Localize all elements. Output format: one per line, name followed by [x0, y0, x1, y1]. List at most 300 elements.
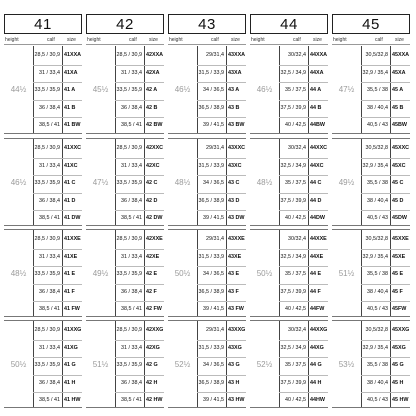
calf-range: 33,5 / 35,9 [34, 180, 60, 186]
calf-cell [279, 178, 306, 188]
size-code: 41XG [64, 344, 78, 351]
size-cell [228, 161, 246, 171]
sublabel-height: height [333, 37, 347, 43]
calf-cell [33, 161, 60, 171]
size-cell [228, 178, 246, 188]
height-label: 51½ [338, 268, 355, 278]
row-divider [33, 375, 82, 376]
row-divider [115, 158, 164, 159]
size-cell [146, 287, 164, 297]
size-cell [64, 343, 82, 353]
calf-cell [197, 196, 224, 206]
calf-cell [115, 269, 142, 279]
size-code: 41XXE [64, 236, 81, 242]
size-row [86, 360, 164, 370]
calf-range: 40 / 42,5 [285, 215, 306, 221]
calf-range: 35 / 37,5 [285, 271, 306, 277]
sublabel-calf: calf [293, 37, 301, 43]
sublabel-divider [332, 44, 410, 45]
calf-cell [279, 269, 306, 279]
row-divider [279, 158, 328, 159]
size-cell [310, 103, 328, 113]
calf-cell [33, 269, 60, 279]
size-code: 44XA [310, 69, 324, 76]
row-divider [33, 249, 82, 250]
calf-range: 33,5 / 35,9 [34, 362, 60, 368]
size-cell [392, 103, 410, 113]
size-row [168, 360, 246, 370]
size-column [250, 14, 328, 412]
calf-cell [279, 143, 306, 153]
calf-cell [115, 287, 142, 297]
size-code: 43 D [228, 197, 240, 204]
size-cell [392, 120, 410, 130]
sublabel-size: size [231, 37, 240, 43]
calf-cell [33, 304, 60, 314]
calf-cell [197, 252, 224, 262]
sublabel-size: size [313, 37, 322, 43]
row-divider [197, 175, 246, 176]
size-code: 44 A [310, 87, 322, 93]
row-divider [361, 284, 410, 285]
size-row [4, 213, 82, 223]
size-code: 41 C [64, 180, 76, 186]
size-cell [146, 343, 164, 353]
size-row [168, 68, 246, 78]
size-code: 45XXG [392, 327, 410, 333]
size-row [250, 360, 328, 370]
size-row [168, 234, 246, 244]
row-divider [197, 100, 246, 101]
size-row [86, 50, 164, 60]
calf-cell [115, 343, 142, 353]
calf-cell [115, 196, 142, 206]
size-cell [392, 234, 410, 244]
calf-cell [279, 234, 306, 244]
calf-range: 30/32,4 [288, 52, 306, 58]
size-row [332, 85, 410, 95]
calf-cell [33, 50, 60, 60]
calf-cell [361, 287, 388, 297]
row-divider [279, 340, 328, 341]
size-cell [146, 213, 164, 223]
size-code: 43 C [228, 180, 240, 186]
size-row [4, 343, 82, 353]
size-row [332, 178, 410, 188]
size-row [332, 196, 410, 206]
size-code: 44 C [310, 180, 322, 186]
row-divider [197, 82, 246, 83]
row-divider [279, 357, 328, 358]
size-cell [64, 178, 82, 188]
size-row [4, 120, 82, 130]
size-code: 42 C [146, 180, 158, 186]
row-divider [279, 301, 328, 302]
column-header: 44 [250, 14, 328, 34]
calf-range: 30,5/32,8 [365, 236, 388, 242]
size-code: 41XXA [64, 52, 82, 58]
size-cell [146, 120, 164, 130]
size-cell [392, 304, 410, 314]
size-row [4, 269, 82, 279]
row-divider [361, 193, 410, 194]
size-row [332, 378, 410, 388]
size-row [250, 161, 328, 171]
calf-cell [115, 85, 142, 95]
calf-cell [33, 395, 60, 405]
calf-range: 38 / 40,4 [367, 197, 388, 204]
size-row [4, 360, 82, 370]
column-sublabels [168, 36, 246, 45]
size-row [4, 234, 82, 244]
row-divider [361, 100, 410, 101]
size-cell [228, 343, 246, 353]
size-cell [228, 360, 246, 370]
size-cell [228, 252, 246, 262]
calf-cell [115, 143, 142, 153]
size-cell [146, 143, 164, 153]
calf-range: 38 / 40,4 [367, 104, 388, 111]
calf-range: 36,5 / 38,9 [198, 104, 224, 111]
column-header: 45 [332, 14, 410, 34]
size-cell [64, 161, 82, 171]
row-divider [197, 392, 246, 393]
size-code: 44XXE [310, 236, 327, 242]
row-divider [33, 175, 82, 176]
size-row [86, 395, 164, 405]
size-code: 44 B [310, 104, 322, 111]
calf-cell [115, 213, 142, 223]
size-row [332, 50, 410, 60]
size-code: 44DW [310, 215, 325, 221]
calf-cell [197, 178, 224, 188]
size-code: 43 B [228, 104, 240, 111]
size-code: 45XXE [392, 236, 409, 242]
height-label: 46½ [174, 85, 191, 94]
calf-range: 31 / 33,4 [39, 344, 60, 351]
height-group [250, 320, 328, 408]
height-group [250, 46, 328, 134]
calf-range: 34 / 36,5 [203, 87, 224, 93]
size-row [168, 196, 246, 206]
size-cell [392, 68, 410, 78]
size-cell [228, 325, 246, 335]
size-row [4, 325, 82, 335]
calf-range: 38 / 40,4 [367, 379, 388, 386]
size-row [168, 213, 246, 223]
size-row [332, 287, 410, 297]
size-code: 41XC [64, 162, 78, 169]
size-column [86, 14, 164, 412]
height-group [332, 46, 410, 134]
row-divider [279, 392, 328, 393]
size-row [168, 269, 246, 279]
calf-cell [361, 252, 388, 262]
size-row [332, 343, 410, 353]
sublabel-calf: calf [47, 37, 55, 43]
calf-range: 32,5 / 34,9 [280, 69, 306, 76]
size-cell [146, 395, 164, 405]
calf-cell [197, 343, 224, 353]
calf-cell [279, 213, 306, 223]
size-code: 42 BW [146, 122, 163, 128]
calf-range: 35,5 / 38 [367, 87, 388, 93]
calf-range: 35 / 37,5 [285, 87, 306, 93]
calf-range: 33,5 / 35,9 [34, 87, 60, 93]
calf-cell [361, 103, 388, 113]
row-divider [197, 210, 246, 211]
calf-range: 37,5 / 39,9 [280, 104, 306, 111]
calf-range: 31,5 / 33,9 [198, 253, 224, 260]
size-row [168, 143, 246, 153]
height-group [86, 229, 164, 317]
size-row [86, 103, 164, 113]
calf-cell [33, 378, 60, 388]
size-row [250, 120, 328, 130]
size-row [250, 196, 328, 206]
column-header: 41 [4, 14, 82, 34]
calf-range: 36 / 38,4 [121, 104, 142, 111]
row-divider [279, 65, 328, 66]
size-row [4, 287, 82, 297]
height-label: 53½ [338, 359, 355, 369]
size-code: 42 H [146, 379, 158, 386]
height-label: 50½ [256, 268, 273, 278]
calf-range: 38,5 / 41 [121, 215, 142, 221]
size-row [332, 304, 410, 314]
size-cell [228, 269, 246, 279]
calf-range: 36 / 38,4 [39, 197, 60, 204]
row-divider [115, 175, 164, 176]
size-cell [146, 196, 164, 206]
row-divider [33, 65, 82, 66]
size-cell [146, 178, 164, 188]
sublabel-divider [4, 44, 82, 45]
row-divider [115, 301, 164, 302]
row-divider [361, 340, 410, 341]
calf-range: 39 / 41,5 [203, 122, 224, 128]
size-code: 42 HW [146, 397, 163, 403]
size-cell [392, 178, 410, 188]
size-code: 45 C [392, 180, 404, 186]
calf-range: 34 / 36,5 [203, 271, 224, 277]
size-code: 41 BW [64, 122, 81, 128]
size-cell [392, 85, 410, 95]
sublabel-calf: calf [129, 37, 137, 43]
calf-cell [361, 325, 388, 335]
calf-range: 36 / 38,4 [121, 379, 142, 386]
size-row [250, 234, 328, 244]
size-row [332, 120, 410, 130]
row-divider [279, 375, 328, 376]
height-label: 51½ [92, 359, 109, 369]
height-label: 46½ [10, 177, 27, 187]
size-cell [310, 234, 328, 244]
size-row [168, 378, 246, 388]
calf-cell [197, 50, 224, 60]
size-row [86, 213, 164, 223]
size-cell [228, 50, 246, 60]
calf-cell [197, 395, 224, 405]
height-label: 52½ [174, 359, 191, 369]
calf-cell [279, 325, 306, 335]
height-group [168, 138, 246, 226]
size-cell [310, 50, 328, 60]
calf-range: 28,5 / 30,9 [116, 52, 142, 58]
calf-range: 31 / 33,4 [121, 253, 142, 260]
size-code: 42XXE [146, 236, 163, 242]
size-cell [310, 196, 328, 206]
size-cell [392, 196, 410, 206]
size-row [168, 85, 246, 95]
calf-cell [361, 343, 388, 353]
size-row [4, 68, 82, 78]
sublabel-height: height [251, 37, 265, 43]
calf-cell [115, 304, 142, 314]
height-group [168, 229, 246, 317]
calf-cell [361, 234, 388, 244]
calf-range: 29/31,4 [206, 327, 224, 333]
calf-cell [115, 234, 142, 244]
calf-range: 33,5 / 35,9 [116, 180, 142, 186]
calf-range: 35,5 / 38 [367, 362, 388, 368]
calf-range: 36 / 38,4 [39, 288, 60, 295]
height-label: 49½ [338, 177, 355, 187]
size-row [250, 304, 328, 314]
size-cell [146, 68, 164, 78]
calf-range: 34 / 36,5 [203, 362, 224, 368]
calf-cell [361, 395, 388, 405]
calf-cell [115, 325, 142, 335]
size-code: 44 D [310, 197, 322, 204]
calf-range: 32,5 / 34,9 [280, 253, 306, 260]
row-divider [33, 392, 82, 393]
row-divider [361, 375, 410, 376]
size-code: 42XXG [146, 327, 164, 333]
calf-cell [279, 287, 306, 297]
calf-range: 32,5 / 34,9 [280, 344, 306, 351]
size-row [332, 143, 410, 153]
size-code: 41 E [64, 271, 76, 277]
size-cell [310, 120, 328, 130]
size-code: 44XXG [310, 327, 328, 333]
size-code: 43 FW [228, 306, 244, 312]
calf-cell [279, 360, 306, 370]
size-row [4, 50, 82, 60]
calf-cell [33, 103, 60, 113]
calf-cell [33, 325, 60, 335]
height-group [332, 138, 410, 226]
size-cell [228, 143, 246, 153]
sublabel-height: height [169, 37, 183, 43]
size-code: 42 F [146, 288, 157, 295]
size-code: 43 BW [228, 122, 245, 128]
size-code: 45 E [392, 271, 404, 277]
calf-range: 37,5 / 39,9 [280, 197, 306, 204]
size-row [332, 325, 410, 335]
size-row [4, 252, 82, 262]
calf-range: 32,5 / 34,9 [280, 162, 306, 169]
height-label: 46½ [256, 85, 273, 94]
size-code: 44FW [310, 306, 325, 312]
size-cell [64, 378, 82, 388]
size-cell [392, 343, 410, 353]
calf-cell [279, 196, 306, 206]
row-divider [33, 82, 82, 83]
size-code: 43XXE [228, 236, 245, 242]
calf-cell [361, 143, 388, 153]
calf-range: 38,5 / 41 [39, 122, 60, 128]
size-cell [64, 304, 82, 314]
calf-cell [279, 304, 306, 314]
size-cell [310, 325, 328, 335]
calf-range: 32,9 / 35,4 [362, 253, 388, 260]
calf-range: 40 / 42,5 [285, 397, 306, 403]
height-label: 48½ [174, 177, 191, 187]
height-group [250, 138, 328, 226]
size-cell [228, 234, 246, 244]
calf-range: 38,5 / 41 [39, 215, 60, 221]
size-code: 45 A [392, 87, 404, 93]
sublabel-size: size [149, 37, 158, 43]
size-cell [64, 325, 82, 335]
calf-range: 30,5/32,8 [365, 327, 388, 333]
size-code: 45FW [392, 306, 407, 312]
height-label: 50½ [174, 268, 191, 278]
row-divider [33, 357, 82, 358]
size-row [86, 178, 164, 188]
calf-cell [197, 68, 224, 78]
height-group [332, 320, 410, 408]
calf-range: 30,5/32,8 [365, 52, 388, 58]
size-row [168, 304, 246, 314]
calf-cell [33, 234, 60, 244]
calf-cell [33, 120, 60, 130]
calf-range: 36,5 / 38,9 [198, 197, 224, 204]
size-cell [392, 161, 410, 171]
calf-cell [279, 395, 306, 405]
size-cell [146, 304, 164, 314]
row-divider [115, 193, 164, 194]
calf-range: 38,5 / 41 [39, 397, 60, 403]
size-code: 43 A [228, 87, 240, 93]
size-code: 43 H [228, 379, 240, 386]
size-code: 45XXA [392, 52, 410, 58]
calf-range: 37,5 / 39,9 [280, 379, 306, 386]
size-cell [64, 50, 82, 60]
calf-cell [279, 103, 306, 113]
size-code: 45 F [392, 288, 403, 295]
size-code: 45XE [392, 253, 406, 260]
size-cell [310, 304, 328, 314]
calf-cell [279, 120, 306, 130]
size-code: 42XA [146, 69, 160, 76]
size-row [332, 395, 410, 405]
size-code: 43XC [228, 162, 242, 169]
row-divider [33, 117, 82, 118]
calf-cell [279, 50, 306, 60]
calf-cell [197, 161, 224, 171]
calf-cell [279, 68, 306, 78]
height-group [168, 320, 246, 408]
height-label: 44½ [10, 85, 27, 94]
calf-range: 32,9 / 35,4 [362, 162, 388, 169]
size-row [332, 161, 410, 171]
size-cell [146, 378, 164, 388]
size-code: 45XC [392, 162, 406, 169]
row-divider [279, 284, 328, 285]
sublabel-height: height [5, 37, 19, 43]
